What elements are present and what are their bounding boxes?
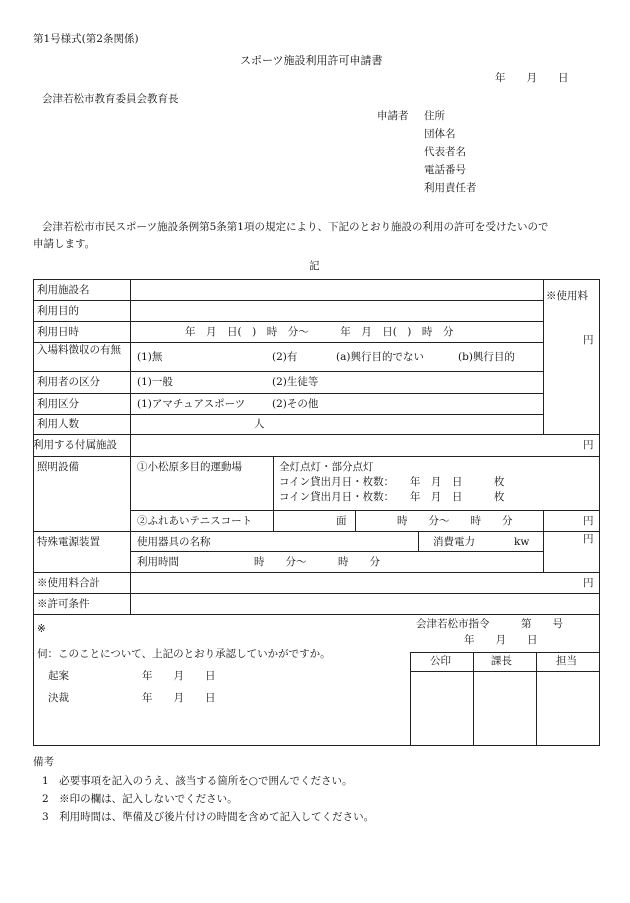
draft-label: 起案: [48, 670, 69, 682]
decision-date: 年 月 日: [142, 692, 216, 704]
use-type-other: (2)その他: [272, 398, 319, 410]
coin-rental-2: コイン貸出月日・枚数： 年 月 日 枚: [279, 491, 505, 503]
lighting-mode: 全灯点灯・部分点灯: [279, 461, 374, 473]
intro-text: 会津若松市市民スポーツ施設条例第5条第1項の規定により、下記のとおり施設の利用の許可を受けたいので: [42, 221, 549, 233]
ki-label: 記: [309, 260, 320, 272]
user-type-students: (2)生徒等: [272, 376, 319, 388]
row-entry-fee-label: 入場料徴収の有無: [37, 344, 121, 356]
row-facility-label: 利用施設名: [37, 284, 90, 296]
row-lighting-label: 照明設備: [37, 461, 79, 473]
power-time: 時 分〜 時 分: [254, 556, 380, 568]
note-item: 3 利用時間は、準備及び後片付けの時間を含めて記入してください。: [42, 811, 375, 823]
directive-date: 年 月 日: [464, 634, 538, 646]
use-type-amateur: (1)アマチュアスポーツ: [137, 398, 246, 410]
datetime-value: 年 月 日( ) 時 分〜 年 月 日( ) 時 分: [185, 326, 454, 338]
directive-number: 会津若松市指令 第 号: [416, 618, 563, 630]
tennis-time: 時 分〜 時 分: [397, 515, 513, 527]
lighting-yen: 円: [583, 515, 594, 527]
lighting-site-1: ①小松原多目的運動場: [137, 461, 242, 473]
courts-unit: 面: [336, 515, 347, 527]
note-item: 1 必要事項を記入のうえ、該当する箇所を○で囲んでください。: [42, 775, 353, 787]
decision-label: 決裁: [48, 692, 69, 704]
intro-text-2: 申請します。: [33, 238, 96, 250]
office-mark: ※: [37, 623, 46, 635]
applicant-address-label: 住所: [424, 110, 445, 122]
attached-yen: 円: [583, 439, 594, 451]
applicant-rep-label: 代表者名: [424, 146, 466, 158]
row-conditions-label: ※許可条件: [37, 598, 90, 610]
application-date: 年 月 日: [495, 72, 569, 84]
total-yen: 円: [583, 577, 594, 589]
form-number: 第1号様式(第2条関係): [33, 33, 139, 45]
note-item: 2 ※印の欄は、記入しないでください。: [42, 793, 238, 805]
row-total-label: ※使用料合計: [37, 577, 100, 589]
row-use-type-label: 利用区分: [37, 398, 79, 410]
power-yen: 円: [583, 533, 594, 545]
page-title: スポーツ施設利用許可申請書: [240, 54, 383, 67]
entry-option-commercial: (b)興行目的: [458, 351, 515, 363]
draft-date: 年 月 日: [142, 670, 216, 682]
row-user-type-label: 利用者の区分: [37, 376, 100, 388]
addressee: 会津若松市教育委員会教育長: [42, 93, 179, 105]
lighting-site-2: ②ふれあいテニスコート: [137, 515, 253, 527]
device-name-label: 使用器具の名称: [137, 536, 211, 548]
applicant-group-label: 団体名: [424, 128, 456, 140]
applicant-phone-label: 電話番号: [424, 164, 466, 176]
coin-rental-1: コイン貸出月日・枚数： 年 月 日 枚: [279, 476, 505, 488]
stamp-staff: 担当: [556, 655, 577, 667]
people-unit: 人: [254, 418, 265, 430]
fee-header: ※使用料: [546, 290, 588, 302]
entry-option-yes: (2)有: [272, 351, 298, 363]
entry-option-none: (1)無: [137, 351, 163, 363]
stamp-official: 公印: [430, 655, 451, 667]
stamp-manager: 課長: [491, 655, 512, 667]
applicant-label: 申請者: [377, 110, 409, 122]
inquiry-text: 伺：このことについて、上記のとおり承認していかがですか。: [37, 648, 331, 660]
row-purpose-label: 利用目的: [37, 305, 79, 317]
user-type-general: (1)一般: [137, 376, 173, 388]
row-power-label: 特殊電源装置: [37, 536, 100, 548]
power-unit: kw: [514, 536, 530, 548]
use-time-label: 利用時間: [137, 556, 179, 568]
entry-option-non-commercial: (a)興行目的でない: [336, 351, 424, 363]
notes-title: 備考: [33, 756, 54, 768]
row-datetime-label: 利用日時: [37, 326, 79, 338]
row-people-label: 利用人数: [37, 418, 79, 430]
applicant-responsible-label: 利用責任者: [424, 182, 477, 194]
power-consumption-label: 消費電力: [433, 536, 475, 548]
fee-yen: 円: [583, 334, 594, 346]
row-attached-label: 利用する付属施設: [33, 439, 117, 451]
